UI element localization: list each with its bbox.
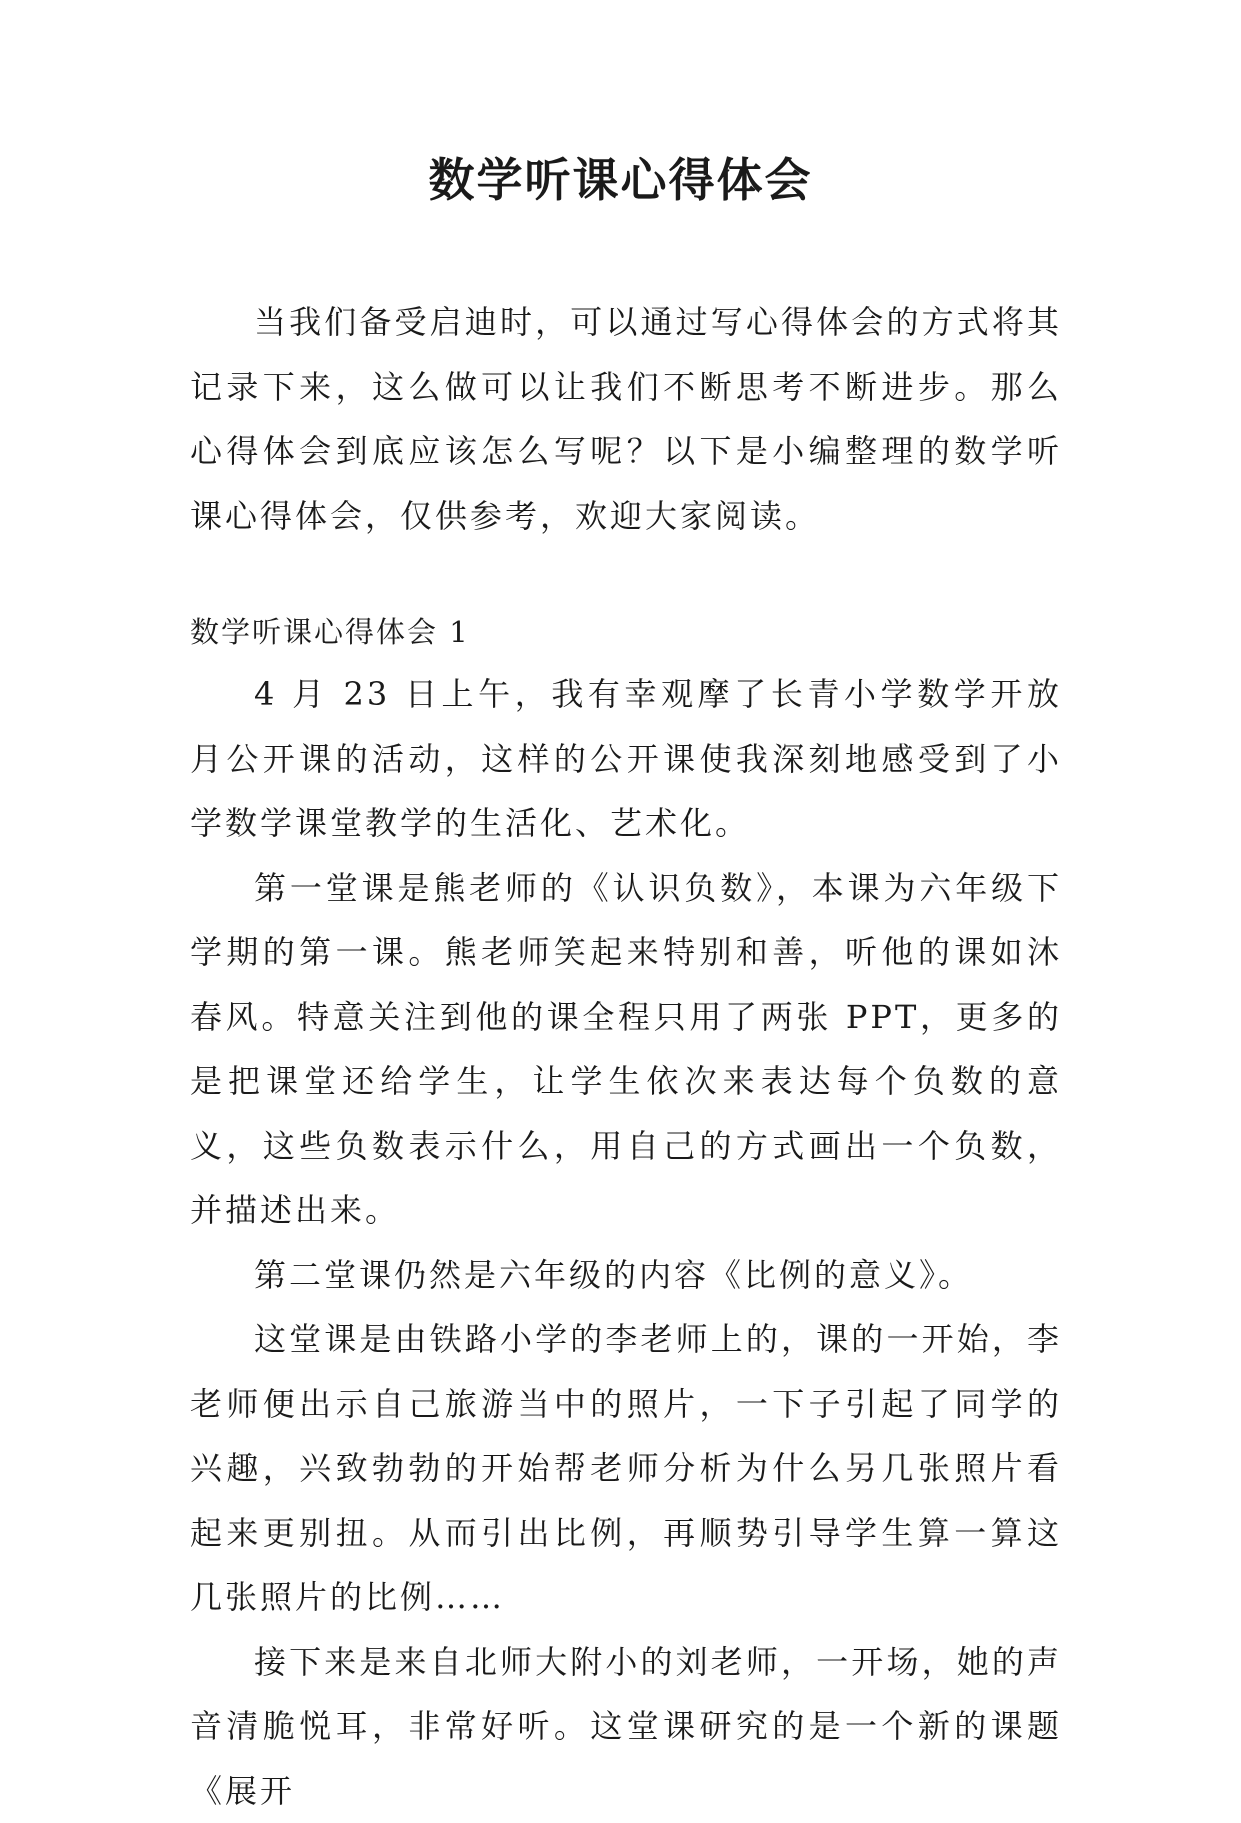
intro-paragraph: 当我们备受启迪时，可以通过写心得体会的方式将其记录下来，这么做可以让我们不断思考不断进步。那么心得体会到底应该怎么写呢？以下是小编整理的数学听课心得体会，仅供参考，欢迎大家阅读。 xyxy=(190,290,1062,548)
body-paragraph-1: 4 月 23 日上午，我有幸观摩了长青小学数学开放月公开课的活动，这样的公开课使我深刻地感受到了小学数学课堂教学的生活化、艺术化。 xyxy=(190,662,1062,856)
document-title: 数学听课心得体会 xyxy=(0,148,1241,212)
body-paragraph-2: 第一堂课是熊老师的《认识负数》，本课为六年级下学期的第一课。熊老师笑起来特别和善，听他的课如沐春风。特意关注到他的课全程只用了两张 PPT，更多的是把课堂还给学生，让学生依次来表达每个负数的意义，这些负数表示什么，用自己的方式画出一个负数，并描述出来。 xyxy=(190,856,1062,1243)
document-body xyxy=(190,290,1062,1823)
body-paragraph-3: 第二堂课仍然是六年级的内容《比例的意义》。 xyxy=(190,1243,1062,1308)
body-paragraph-4: 这堂课是由铁路小学的李老师上的，课的一开始，李老师便出示自己旅游当中的照片，一下子引起了同学的兴趣，兴致勃勃的开始帮老师分析为什么另几张照片看起来更别扭。从而引出比例，再顺势引导学生算一算这几张照片的比例…… xyxy=(190,1307,1062,1630)
section-heading: 数学听课心得体会 1 xyxy=(190,602,1062,662)
body-paragraph-5: 接下来是来自北师大附小的刘老师，一开场，她的声音清脆悦耳，非常好听。这堂课研究的是一个新的课题《展开 xyxy=(190,1630,1062,1823)
